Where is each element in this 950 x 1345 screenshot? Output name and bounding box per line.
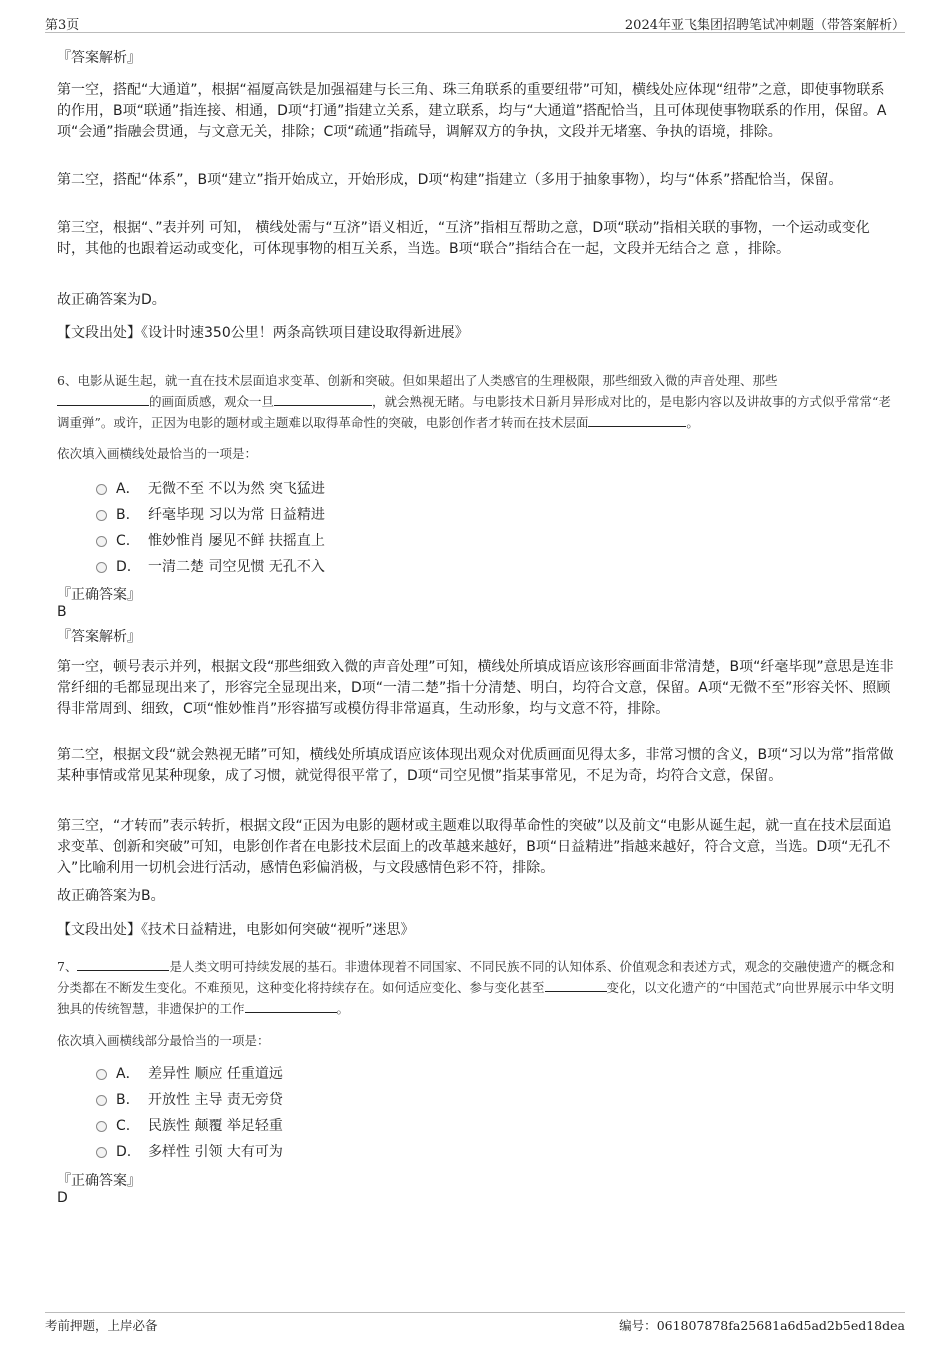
radio-icon[interactable] <box>96 536 107 547</box>
q5-analysis-p3: 第三空，根据“、”表并列 可知， 横线处需与“互济”语义相近，“互济”指相互帮助之意，D项“联动”指相关联的事物，一个运动或变化时，其他的也跟着运动或变化，可体现事物的相互关系，当选。B项“联合”指结合在一起，文段并无结合之 意 ，排除。 <box>57 220 870 257</box>
q6-analysis-label: 『答案解析』 <box>57 629 141 645</box>
radio-icon[interactable] <box>96 1121 107 1132</box>
blank-2 <box>274 393 372 406</box>
radio-icon[interactable] <box>96 1069 107 1080</box>
radio-icon[interactable] <box>96 1095 107 1106</box>
q7-option-b[interactable]: B. 开放性 主导 责无旁贷 <box>96 1090 283 1110</box>
footer-slogan: 考前押题，上岸必备 <box>45 1318 158 1333</box>
q6-correct-label: 『正确答案』 <box>57 587 141 603</box>
q5-analysis-label: 『答案解析』 <box>57 50 141 66</box>
q7-prompt: 依次填入画横线部分最恰当的一项是： <box>57 1033 270 1048</box>
q5-conclusion: 故正确答案为D。 <box>57 292 166 308</box>
page-header <box>45 14 905 33</box>
q7-option-a[interactable]: A． 差异性 顺应 任重道远 <box>96 1064 283 1084</box>
q6-correct-answer: B <box>57 604 67 620</box>
blank-3 <box>588 414 686 427</box>
radio-icon[interactable] <box>96 484 107 495</box>
q5-analysis-p1: 第一空，搭配“大通道”，根据“福厦高铁是加强福建与长三角、珠三角联系的重要纽带”可知，横线处应体现“纽带”之意，即使事物联系的作用，B项“联通”指连接、相通，D项“打通”指建立关系，建立联系，均与“大通道”搭配恰当，且可体现使事物联系的作用，保留。A项“会通”指融会贯通，与文意无关，排除；C项“疏通”指疏导，调解双方的争执，文段并无堵塞、争执的语境，排除。 <box>57 82 887 140</box>
q6-option-c[interactable]: C. 惟妙惟肖 屡见不鲜 扶摇直上 <box>96 531 325 551</box>
radio-icon[interactable] <box>96 510 107 521</box>
q6-analysis-p2: 第二空，根据文段“就会熟视无睹”可知，横线处所填成语应该体现出观众对优质画面见得太多，非常习惯的含义，B项“习以为常”指常做某种事情或常见某种现象，成了习惯，就觉得很平常了，D项“司空见惯”指某事常见，不足为奇，均符合文意，保留。 <box>57 747 894 784</box>
page-number: 第3页 <box>45 18 80 33</box>
q6-option-a[interactable]: A． 无微不至 不以为然 突飞猛进 <box>96 479 325 499</box>
blank-1 <box>77 958 169 971</box>
q7-question: 7、 是人类文明可持续发展的基石。非遗体现着不同国家、不同民族不同的认知体系、价值观念和表述方式，观念的交融使遗产的概念和分类都在不断发生变化。不难预见，这种变化将持续存在。如何适应变化、参与变化甚至 变化，以文化遗产的“中国范式”向世界展示中华文明独具的传统智慧，非遗保护的工作 。 <box>57 959 895 1016</box>
q7-correct-answer: D <box>57 1190 68 1206</box>
q6-question: 6、电影从诞生起，就一直在技术层面追求变革、创新和突破。但如果超出了人类感官的生理极限，那些细致入微的声音处理、那些 的画面质感，观众一旦 ，就会熟视无睹。与电影技术日新月异形成对比的，是电影内容以及讲故事的方式似乎常常“老调重弹”。或许，正因为电影的题材或主题难以取得革命性的突破，电影创作者才转而在技术层面 。 <box>57 373 891 430</box>
q7-option-d[interactable]: D. 多样性 引领 大有可为 <box>96 1142 283 1162</box>
q5-source: 【文段出处】《设计时速350公里！两条高铁项目建设取得新进展》 <box>57 325 469 341</box>
q7-correct-label: 『正确答案』 <box>57 1173 141 1189</box>
blank-1 <box>57 393 149 406</box>
q6-prompt: 依次填入画横线处最恰当的一项是： <box>57 446 258 461</box>
document-title: 2024年亚飞集团招聘笔试冲刺题（带答案解析） <box>624 18 905 33</box>
q6-analysis-p3: 第三空，“才转而”表示转折，根据文段“正因为电影的题材或主题难以取得革命性的突破”以及前文“电影从诞生起，就一直在技术层面追求变革、创新和突破”可知，电影创作者在电影技术层面上的改革越来越好，B项“日益精进”指越来越好，符合文意，当选。D项“无孔不入”比喻利用一切机会进行活动，感情色彩偏消极，与文段感情色彩不符，排除。 <box>57 818 892 876</box>
document-code: 编号：061807878fa25681a6d5ad2b5ed18dea <box>619 1318 905 1333</box>
q5-analysis-p2: 第二空，搭配“体系”，B项“建立”指开始成立，开始形成，D项“构建”指建立（多用于抽象事物），均与“体系”搭配恰当，保留。 <box>57 172 843 188</box>
q7-option-c[interactable]: C. 民族性 颠覆 举足轻重 <box>96 1116 283 1136</box>
page-footer <box>45 1312 905 1335</box>
q6-option-b[interactable]: B. 纤毫毕现 习以为常 日益精进 <box>96 505 325 525</box>
q6-conclusion: 故正确答案为B。 <box>57 888 165 904</box>
radio-icon[interactable] <box>96 1147 107 1158</box>
blank-3 <box>245 1000 337 1013</box>
radio-icon[interactable] <box>96 562 107 573</box>
blank-2 <box>545 979 607 992</box>
q6-analysis-p1: 第一空，顿号表示并列，根据文段“那些细致入微的声音处理”可知，横线处所填成语应该形容画面非常清楚，B项“纤毫毕现”意思是连非常纤细的毛都显现出来了，形容完全显现出来，D项“一清二楚”指十分清楚、明白，均符合文意，保留。A项“无微不至”形容关怀、照顾得非常周到、细致，C项“惟妙惟肖”形容描写或模仿得非常逼真，生动形象，均与文意不符，排除。 <box>57 659 894 717</box>
q6-source: 【文段出处】《技术日益精进，电影如何突破“视听”迷思》 <box>57 922 415 938</box>
q6-option-d[interactable]: D. 一清二楚 司空见惯 无孔不入 <box>96 557 325 577</box>
